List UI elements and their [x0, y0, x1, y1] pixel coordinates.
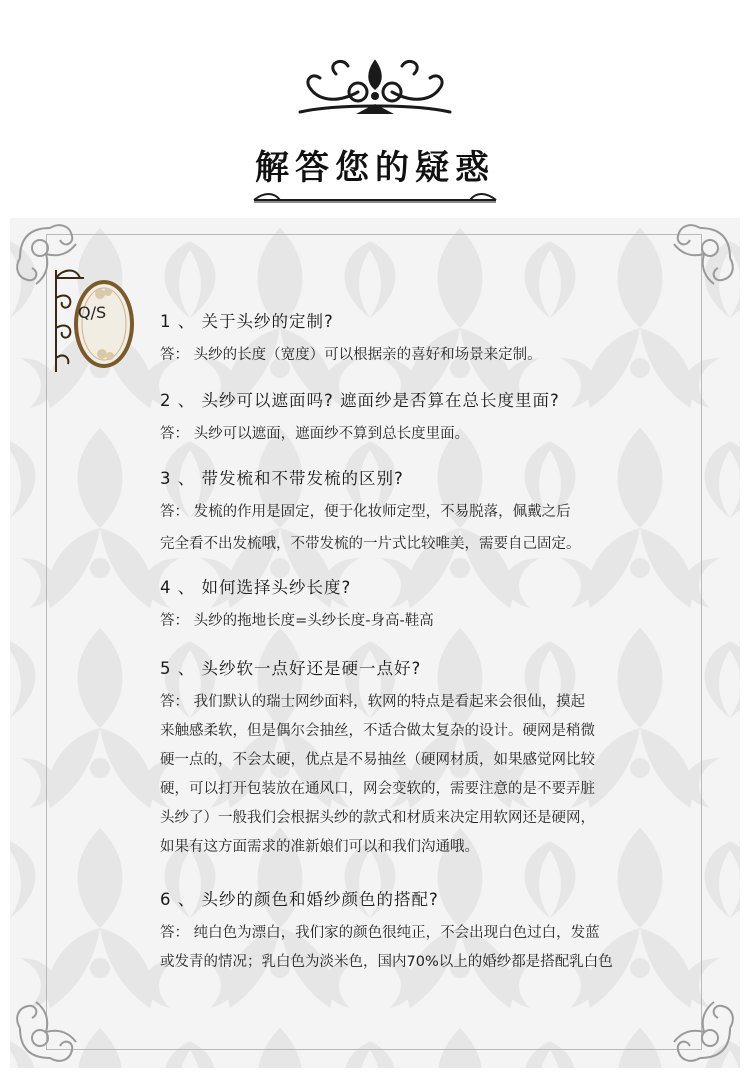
page-title: 解答您的疑惑 — [255, 148, 495, 188]
question-3: 3 、 带发梳和不带发梳的区别? — [160, 469, 404, 488]
question-4: 4 、 如何选择头纱长度? — [160, 578, 352, 597]
answer-5-line-3: 硬一点的，不会太硬，优点是不易抽丝（硬网材质，如果感觉网比较 — [160, 752, 595, 768]
header — [0, 0, 750, 215]
qa-item-2 — [160, 387, 730, 449]
answer-5-line-2: 来触感柔软，但是偶尔会抽丝，不适合做太复杂的设计。硬网是稍微 — [160, 723, 595, 739]
answer-3-line-1: 答： 发梳的作用是固定，便于化妆师定型，不易脱落，佩戴之后 — [160, 504, 571, 520]
title-underline-ornament — [250, 190, 500, 210]
qa-item-5 — [160, 655, 730, 862]
answer-5-line-5: 头纱了）一般我们会根据头纱的款式和材质来决定用软网还是硬网， — [160, 810, 595, 826]
question-1: 1 、 关于头纱的定制? — [160, 312, 334, 331]
corner-flourish-icon — [650, 978, 740, 1068]
question-5: 5 、 头纱软一点好还是硬一点好? — [160, 659, 422, 678]
question-6: 6 、 头纱的颜色和婚纱颜色的搭配? — [160, 890, 439, 909]
corner-flourish-icon — [650, 218, 740, 308]
answer-5-line-1: 答： 我们默认的瑞士网纱面料，软网的特点是看起来会很仙，摸起 — [160, 694, 586, 710]
flourish-ornament-icon — [296, 52, 454, 122]
answer-4-line-1: 答： 头纱的拖地长度=头纱长度-身高-鞋高 — [160, 613, 434, 629]
answer-1-line-1: 答： 头纱的长度（宽度）可以根据亲的喜好和场景来定制。 — [160, 347, 542, 363]
qa-item-1 — [160, 308, 730, 370]
question-2: 2 、 头纱可以遮面吗? 遮面纱是否算在总长度里面? — [160, 391, 560, 410]
answer-3-line-2: 完全看不出发梳哦，不带发梳的一片式比较唯美，需要自己固定。 — [160, 536, 581, 552]
answer-5-line-4: 硬，可以打开包装放在通风口，网会变软的，需要注意的是不要弄脏 — [160, 781, 595, 797]
answer-6-line-2: 或发青的情况；乳白色为淡米色，国内70%以上的婚纱都是搭配乳白色 — [160, 954, 613, 970]
qa-item-4 — [160, 574, 730, 636]
qa-item-6 — [160, 886, 730, 977]
qa-sign-label: Q/S — [78, 303, 107, 322]
answer-5-line-6: 如果有这方面需求的准新娘们可以和我们沟通哦。 — [160, 839, 479, 855]
qa-item-3 — [160, 465, 730, 527]
answer-6-line-1: 答： 纯白色为漂白，我们家的颜色很纯正，不会出现白色过白，发蓝 — [160, 925, 600, 941]
corner-flourish-icon — [10, 978, 100, 1068]
answer-2-line-1: 答： 头纱可以遮面，遮面纱不算到总长度里面。 — [160, 426, 470, 442]
